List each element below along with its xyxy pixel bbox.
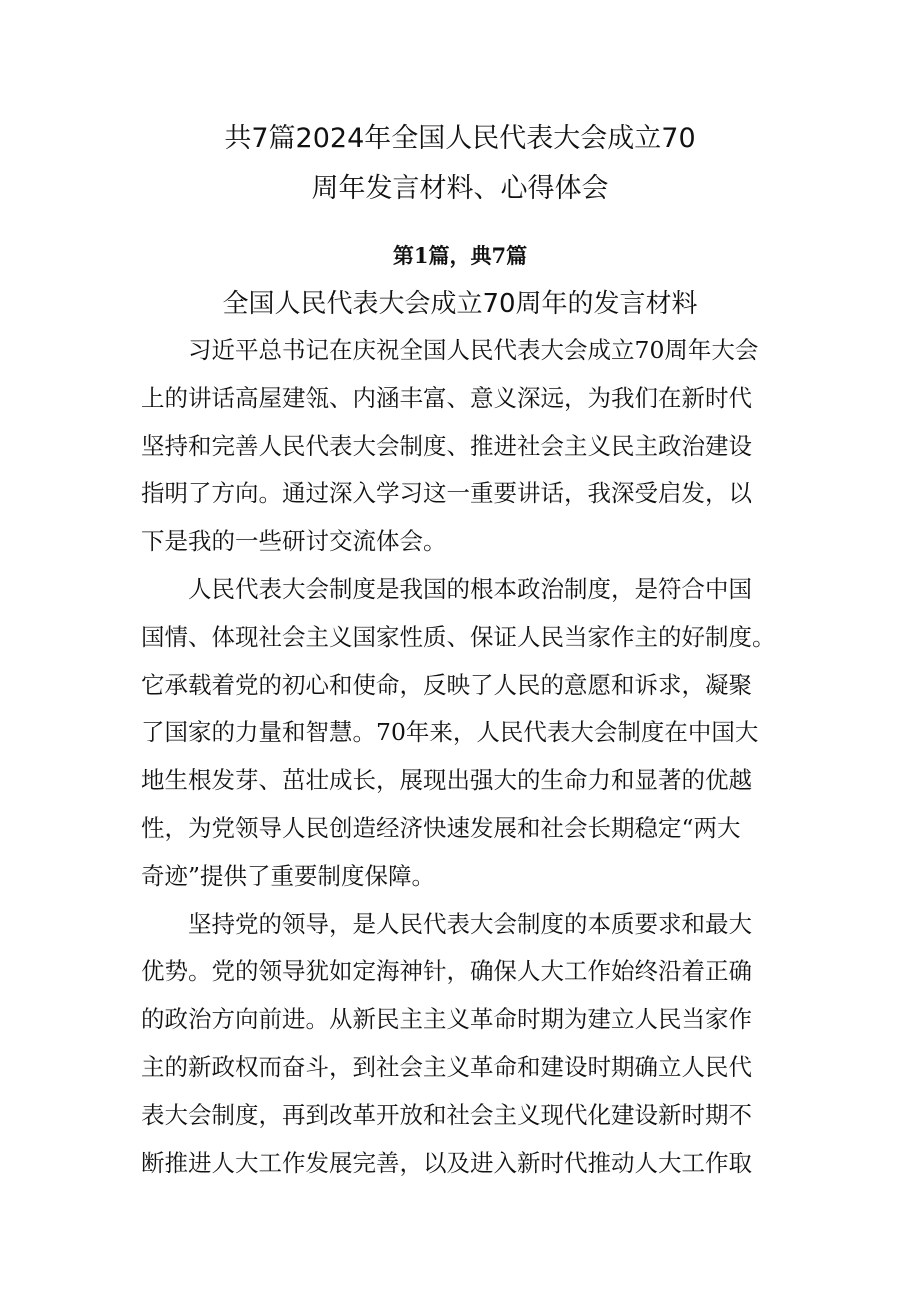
body-line: 人民代表大会制度是我国的根本政治制度，是符合中国 <box>188 575 752 603</box>
body-line: 性，为党领导人民创造经济快速发展和社会长期稳定“两大 <box>141 814 741 842</box>
body-line: 坚持党的领导，是人民代表大会制度的本质要求和最大 <box>188 910 752 938</box>
body-line: 下是我的一些研讨交流体会。 <box>141 527 447 555</box>
body-line: 国情、体现社会主义国家性质、保证人民当家作主的好制度。 <box>141 623 776 651</box>
body-line: 主的新政权而奋斗，到社会主义革命和建设时期确立人民代 <box>141 1053 752 1081</box>
body-line: 习近平总书记在庆祝全国人民代表大会成立70周年大会 <box>188 336 759 364</box>
document-title-line-1: 共7篇2024年全国人民代表大会成立70 <box>224 123 696 154</box>
body-line: 优势。党的领导犹如定海神针，确保人大工作始终沿着正确 <box>141 957 752 985</box>
section-title: 全国人民代表大会成立70周年的发言材料 <box>222 289 698 319</box>
body-line: 奇迹”提供了重要制度保障。 <box>141 862 436 890</box>
body-line: 断推进人大工作发展完善，以及进入新时代推动人大工作取 <box>141 1149 752 1177</box>
body-line: 地生根发芽、茁壮成长，展现出强大的生命力和显著的优越 <box>141 766 752 794</box>
body-line: 的政治方向前进。从新民主主义革命时期为建立人民当家作 <box>141 1005 752 1033</box>
body-line: 上的讲话高屋建瓴、内涵丰富、意义深远，为我们在新时代 <box>141 384 752 412</box>
body-line: 坚持和完善人民代表大会制度、推进社会主义民主政治建设 <box>141 432 752 460</box>
body-line: 指明了方向。通过深入学习这一重要讲话，我深受启发，以 <box>141 479 752 507</box>
document-title-line-2: 周年发言材料、心得体会 <box>311 173 609 204</box>
body-line: 表大会制度，再到改革开放和社会主义现代化建设新时期不 <box>141 1101 752 1129</box>
body-line: 它承载着党的初心和使命，反映了人民的意愿和诉求，凝聚 <box>141 671 752 699</box>
article-index: 第1篇，典7篇 <box>392 243 528 268</box>
body-line: 了国家的力量和智慧。70年来，人民代表大会制度在中国大 <box>141 718 759 746</box>
